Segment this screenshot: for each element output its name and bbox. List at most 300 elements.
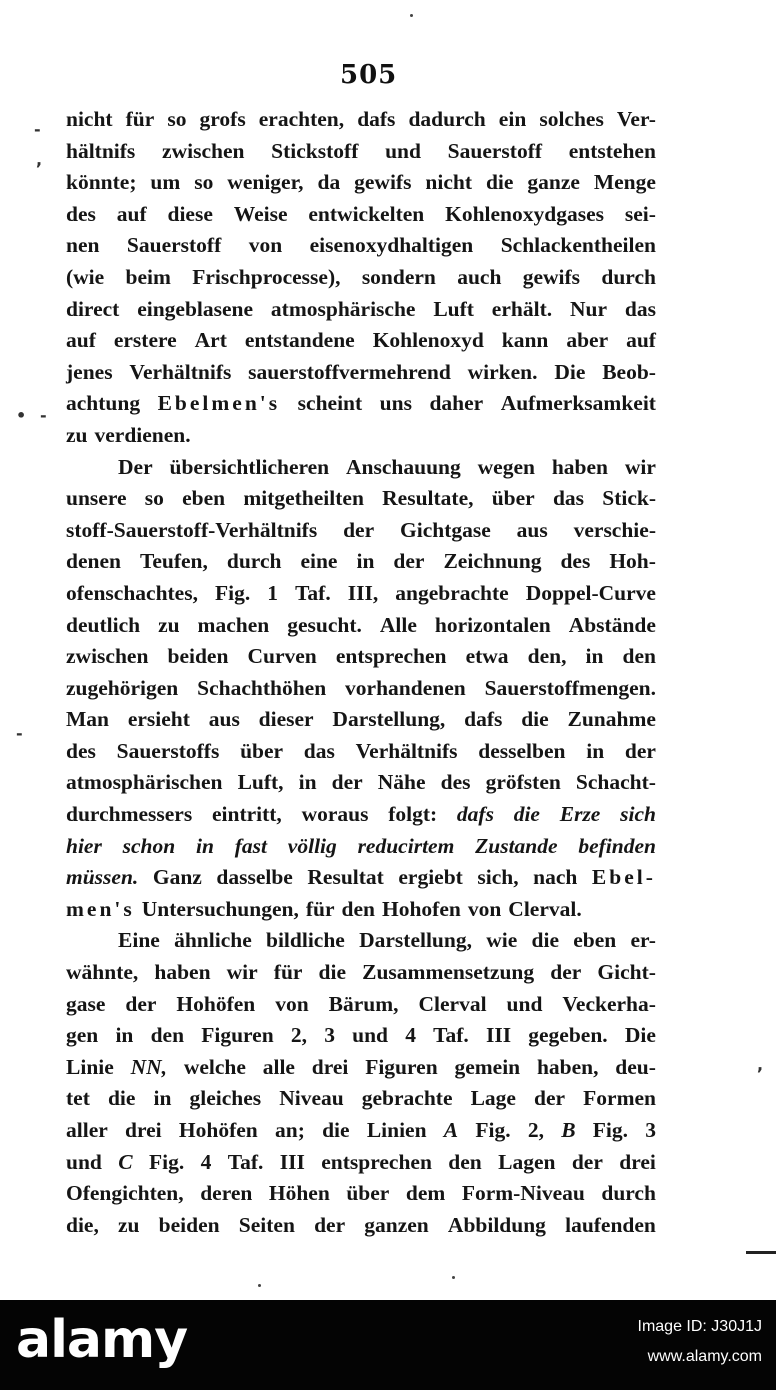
word: des xyxy=(440,770,471,795)
word: Die xyxy=(554,359,586,384)
word: für xyxy=(273,960,303,985)
word: Form-Niveau xyxy=(461,1181,585,1206)
word: A xyxy=(443,1118,459,1142)
word: dasselbe xyxy=(216,865,293,890)
text-line xyxy=(66,799,656,831)
word: Taf. xyxy=(433,1023,469,1048)
word: die xyxy=(318,960,347,985)
word: beiden xyxy=(158,1212,220,1237)
speck xyxy=(258,1284,261,1287)
word: 2, xyxy=(290,1023,307,1048)
word: Stickstoff xyxy=(271,138,359,163)
word: das xyxy=(624,296,656,321)
word: Die xyxy=(624,1023,656,1048)
word: Zusammensetzung xyxy=(362,960,535,985)
text-line xyxy=(66,1210,656,1242)
word: eintritt, xyxy=(211,802,282,827)
text-line xyxy=(66,546,656,578)
word: die, xyxy=(66,1212,99,1237)
word: gegeben. xyxy=(528,1023,608,1048)
word: gröfsten xyxy=(485,770,561,795)
watermark-url: www.alamy.com xyxy=(647,1348,762,1365)
word: Niveau xyxy=(279,1086,344,1111)
text-line xyxy=(66,957,656,989)
word: Clerval. xyxy=(508,896,582,921)
word: scheint xyxy=(297,391,363,416)
margin-mark: , xyxy=(757,1055,764,1074)
text-line xyxy=(66,483,656,515)
margin-mark: , xyxy=(36,150,43,169)
word: haben xyxy=(154,960,211,985)
word: Höhen xyxy=(268,1181,330,1206)
word: Resultat xyxy=(307,865,384,890)
word: Veckerha- xyxy=(562,991,656,1016)
word: die xyxy=(531,928,559,953)
word: Nähe xyxy=(377,770,426,795)
word: Man xyxy=(66,707,109,732)
word: Zeichnung xyxy=(443,549,542,574)
text-line xyxy=(66,136,656,168)
word: angebrachte xyxy=(395,580,509,605)
word: Stick- xyxy=(602,486,656,511)
word: Resultate, xyxy=(382,486,474,511)
word: deu- xyxy=(615,1054,656,1079)
text-line xyxy=(66,767,656,799)
word: Nur xyxy=(569,296,607,321)
word: III xyxy=(279,1149,305,1174)
word: Kohlenoxydgases xyxy=(445,201,604,226)
word: auch xyxy=(457,264,502,289)
word: erhält. xyxy=(491,296,553,321)
word: eben xyxy=(573,928,617,953)
word: Linie xyxy=(66,1054,114,1079)
word: zu xyxy=(158,612,180,637)
word: der xyxy=(343,517,375,542)
word: 4 xyxy=(200,1149,212,1174)
word: Fig. xyxy=(148,1149,185,1174)
word: auf xyxy=(116,201,147,226)
word: drei xyxy=(311,1054,349,1079)
word: folgt: xyxy=(388,802,438,827)
word: er- xyxy=(630,928,656,953)
text-line xyxy=(66,1147,656,1179)
word: über xyxy=(491,486,535,511)
word: grofs xyxy=(199,107,246,131)
word: achtung xyxy=(66,391,141,416)
word: in xyxy=(585,644,604,669)
text-line xyxy=(66,1083,656,1115)
word: Taf. xyxy=(295,580,331,605)
word: der xyxy=(624,738,656,763)
word: und xyxy=(385,138,421,163)
word: sich, xyxy=(477,865,519,890)
word: ein xyxy=(498,107,527,131)
word: Anschauung xyxy=(346,454,461,479)
word: beiden xyxy=(167,644,229,669)
word: Art xyxy=(194,328,227,353)
word: diese xyxy=(167,201,213,226)
word: Fig. xyxy=(215,580,251,605)
word: das xyxy=(303,738,335,763)
text-line xyxy=(66,736,656,768)
text-line xyxy=(66,199,656,231)
word: durch xyxy=(601,264,656,289)
word: die xyxy=(521,707,549,732)
word: da xyxy=(317,170,341,195)
word: men's xyxy=(66,896,135,921)
word: des xyxy=(66,738,96,763)
word: das xyxy=(552,486,585,511)
word: der xyxy=(571,1149,603,1174)
word: Sauerstoffs xyxy=(116,738,220,763)
word: Zunahme xyxy=(567,707,656,732)
word: entstehen xyxy=(568,138,656,163)
word: alle xyxy=(262,1054,295,1079)
text-line xyxy=(66,420,656,452)
word: (wie xyxy=(66,264,105,289)
word: über xyxy=(240,738,284,763)
word: des xyxy=(66,201,96,226)
word: aber xyxy=(566,328,609,353)
word: müssen. xyxy=(66,865,139,890)
word: so xyxy=(167,107,187,131)
word: erstere xyxy=(113,328,177,353)
text-line xyxy=(66,452,656,484)
word: gewifs xyxy=(354,170,412,195)
word: tet xyxy=(66,1086,90,1111)
word: durchmessers xyxy=(66,802,193,827)
word: beim xyxy=(125,264,171,289)
word: sich xyxy=(620,802,656,827)
word: Hohöfen xyxy=(178,1118,258,1142)
page-number: 505 xyxy=(340,60,398,90)
word: NN, xyxy=(130,1054,168,1079)
word: den xyxy=(150,1023,185,1048)
word: wirken. xyxy=(467,359,538,384)
word: verdienen. xyxy=(94,422,191,447)
word: Figuren xyxy=(201,1023,274,1048)
text-line xyxy=(66,262,656,294)
word: III xyxy=(485,1023,512,1048)
word: gase xyxy=(66,991,106,1016)
word: Ver- xyxy=(616,107,656,131)
word: in xyxy=(356,549,375,574)
word: uns xyxy=(379,391,412,416)
word: direct xyxy=(66,296,120,321)
word: machen xyxy=(197,612,270,637)
word: Teufen, xyxy=(139,549,208,574)
text-line xyxy=(66,325,656,357)
word: über xyxy=(346,1181,390,1206)
word: den xyxy=(448,1149,482,1174)
word: Gicht- xyxy=(597,960,656,985)
word: die xyxy=(322,1118,350,1142)
word: nicht xyxy=(425,170,472,195)
word: die xyxy=(513,802,540,827)
word: schon xyxy=(122,833,176,858)
word: Curven xyxy=(247,644,317,669)
word: entsprechen xyxy=(321,1149,432,1174)
word: auf xyxy=(626,328,656,353)
word: gleiches xyxy=(189,1086,262,1111)
text-line xyxy=(66,989,656,1021)
text-line xyxy=(66,831,656,863)
word: wir xyxy=(624,454,656,479)
word: in xyxy=(298,770,317,795)
word: entstandene xyxy=(244,328,355,353)
word: verschie- xyxy=(573,517,656,542)
word: Verhältnifs xyxy=(129,359,232,384)
text-line xyxy=(66,1020,656,1052)
word: Fig. xyxy=(475,1118,511,1142)
word: ganzen xyxy=(364,1212,429,1237)
word: den, xyxy=(527,644,567,669)
text-line xyxy=(66,641,656,673)
word: vorhandenen xyxy=(345,675,466,700)
word: in xyxy=(115,1023,134,1048)
word: kann xyxy=(501,328,549,353)
text-line xyxy=(66,294,656,326)
word: entsprechen xyxy=(335,644,447,669)
word: Ebel- xyxy=(591,865,656,890)
word: laufenden xyxy=(565,1212,656,1237)
word: Hohofen xyxy=(381,896,461,921)
word: zwischen xyxy=(66,644,149,669)
word: Alle xyxy=(379,612,417,637)
word: der xyxy=(534,1086,566,1111)
word: Schachthöhen xyxy=(197,675,327,700)
word: deutlich xyxy=(66,612,141,637)
text-line xyxy=(66,515,656,547)
word: drei xyxy=(619,1149,656,1174)
word: haben xyxy=(551,454,609,479)
word: Ebelmen's xyxy=(157,391,281,416)
word: nen xyxy=(66,233,100,258)
word: an; xyxy=(274,1118,305,1142)
word: gebrachte xyxy=(361,1086,453,1111)
word: Frischprocesse), xyxy=(192,264,341,289)
text-line xyxy=(66,230,656,262)
margin-mark: - xyxy=(40,406,47,425)
word: Sauerstoff xyxy=(126,233,222,258)
word: den xyxy=(622,644,656,669)
text-line xyxy=(66,1115,656,1147)
text-line xyxy=(66,894,656,926)
word: aus xyxy=(208,707,240,732)
word: Seiten xyxy=(238,1212,295,1237)
word: jenes xyxy=(66,359,113,384)
text-line xyxy=(66,167,656,199)
word: Eine xyxy=(118,928,160,953)
word: eine xyxy=(300,549,338,574)
word: der xyxy=(393,549,425,574)
word: durch xyxy=(226,549,282,574)
word: Formen xyxy=(583,1086,656,1111)
watermark-image-id: Image ID: J30J1J xyxy=(637,1318,762,1335)
word: die xyxy=(107,1086,136,1111)
text-line xyxy=(66,1052,656,1084)
word: wir xyxy=(226,960,258,985)
word: der xyxy=(125,991,157,1016)
word: auf xyxy=(66,328,96,353)
word: Ganz xyxy=(152,865,202,890)
word: wegen xyxy=(477,454,535,479)
word: der xyxy=(331,770,363,795)
word: 1 xyxy=(267,580,279,605)
word: woraus xyxy=(301,802,369,827)
word: wie xyxy=(486,928,518,953)
word: deren xyxy=(200,1181,253,1206)
word: Luft xyxy=(433,296,474,321)
word: entwickelten xyxy=(308,201,425,226)
word: Luft, xyxy=(237,770,284,795)
word: Gichtgase xyxy=(400,517,491,542)
speck xyxy=(452,1276,455,1279)
word: Lagen xyxy=(498,1149,556,1174)
word: atmosphärischen xyxy=(66,770,223,795)
word: dadurch xyxy=(408,107,486,131)
text-line xyxy=(66,673,656,705)
text-line xyxy=(66,104,656,136)
word: erachten, xyxy=(258,107,345,131)
word: Verhältnifs xyxy=(355,738,458,763)
word: zugehörigen xyxy=(66,675,179,700)
word: ersieht xyxy=(127,707,190,732)
margin-mark: • xyxy=(16,406,27,425)
text-line xyxy=(66,862,656,894)
word: und xyxy=(506,991,543,1016)
word: Hoh- xyxy=(609,549,656,574)
word: atmosphärische xyxy=(270,296,416,321)
word: für xyxy=(125,107,155,131)
word: ähnliche xyxy=(174,928,252,953)
word: C xyxy=(118,1149,133,1174)
word: Schlackentheilen xyxy=(500,233,656,258)
word: Aufmerksamkeit xyxy=(500,391,656,416)
word: Doppel-Curve xyxy=(525,580,656,605)
word: dafs xyxy=(357,107,396,131)
word: Sauerstoffmengen. xyxy=(484,675,656,700)
word: Abstände xyxy=(568,612,656,637)
text-line xyxy=(66,704,656,736)
word: hier xyxy=(66,833,102,858)
edge-mark xyxy=(746,1251,776,1254)
word: nach xyxy=(533,865,578,890)
word: III, xyxy=(347,580,379,605)
word: übersichtlicheren xyxy=(169,454,330,479)
word: Linien xyxy=(366,1118,427,1142)
word: in xyxy=(196,833,214,858)
word: Abbildung xyxy=(447,1212,546,1237)
word: haben, xyxy=(536,1054,599,1079)
text-line xyxy=(66,610,656,642)
word: hältnifs xyxy=(66,138,136,163)
word: wähnte, xyxy=(66,960,139,985)
word: Erze xyxy=(559,802,601,827)
word: die xyxy=(485,170,514,195)
word: um xyxy=(150,170,181,195)
word: Weise xyxy=(233,201,288,226)
word: der xyxy=(314,1212,346,1237)
word: aus xyxy=(516,517,548,542)
word: Sauerstoff xyxy=(447,138,543,163)
word: sauerstoffvermehrend xyxy=(248,359,451,384)
word: horizontalen xyxy=(434,612,551,637)
word: sei- xyxy=(624,201,656,226)
word: für xyxy=(305,896,335,921)
word: etwa xyxy=(465,644,509,669)
word: fast xyxy=(234,833,267,858)
text-line xyxy=(66,357,656,389)
watermark-logo: alamy xyxy=(16,1310,188,1370)
word: Zustande xyxy=(475,833,558,858)
word: könnte; xyxy=(66,170,137,195)
word: Fig. xyxy=(592,1118,629,1142)
word: von xyxy=(275,991,309,1016)
word: Untersuchungen, xyxy=(141,896,299,921)
word: Lage xyxy=(470,1086,516,1111)
speck xyxy=(410,14,413,17)
word: ergiebt xyxy=(398,865,463,890)
word: Bärum, xyxy=(328,991,399,1016)
word: zu xyxy=(66,422,88,447)
word: in xyxy=(153,1086,172,1111)
word: des xyxy=(560,549,591,574)
word: denen xyxy=(66,549,121,574)
margin-mark: - xyxy=(34,120,41,139)
word: dem xyxy=(405,1181,446,1206)
word: so xyxy=(194,170,214,195)
word: eingeblasene xyxy=(137,296,254,321)
text-line xyxy=(66,1178,656,1210)
word: von xyxy=(467,896,502,921)
word: gen xyxy=(66,1023,99,1048)
word: gewifs xyxy=(522,264,581,289)
word: Darstellung, xyxy=(359,928,472,953)
word: B xyxy=(561,1118,576,1142)
word: Clerval xyxy=(418,991,487,1016)
word: welche xyxy=(183,1054,246,1079)
word: zwischen xyxy=(162,138,245,163)
word: Taf. xyxy=(227,1149,264,1174)
word: unsere xyxy=(66,486,127,511)
word: 3 xyxy=(645,1118,656,1142)
word: Beob- xyxy=(602,359,656,384)
word: der xyxy=(550,960,582,985)
word: drei xyxy=(125,1118,162,1142)
word: stoff-Sauerstoff-Verhältnifs xyxy=(66,517,318,542)
word: Der xyxy=(118,454,153,479)
word: Hohöfen xyxy=(176,991,256,1016)
word: solches xyxy=(539,107,604,131)
word: sondern xyxy=(361,264,436,289)
word: daher xyxy=(429,391,484,416)
word: so xyxy=(144,486,164,511)
body-text xyxy=(66,104,656,1241)
word: weniger, xyxy=(227,170,304,195)
word: und xyxy=(66,1149,102,1174)
word: Kohlenoxyd xyxy=(372,328,484,353)
word: aller xyxy=(66,1118,108,1142)
word: gemein xyxy=(454,1054,521,1079)
word: Figuren xyxy=(365,1054,438,1079)
word: eisenoxydhaltigen xyxy=(309,233,474,258)
margin-mark: - xyxy=(16,724,23,743)
word: Darstellung, xyxy=(332,707,446,732)
word: befinden xyxy=(578,833,656,858)
word: Schacht- xyxy=(575,770,656,795)
word: mitgetheilten xyxy=(243,486,364,511)
